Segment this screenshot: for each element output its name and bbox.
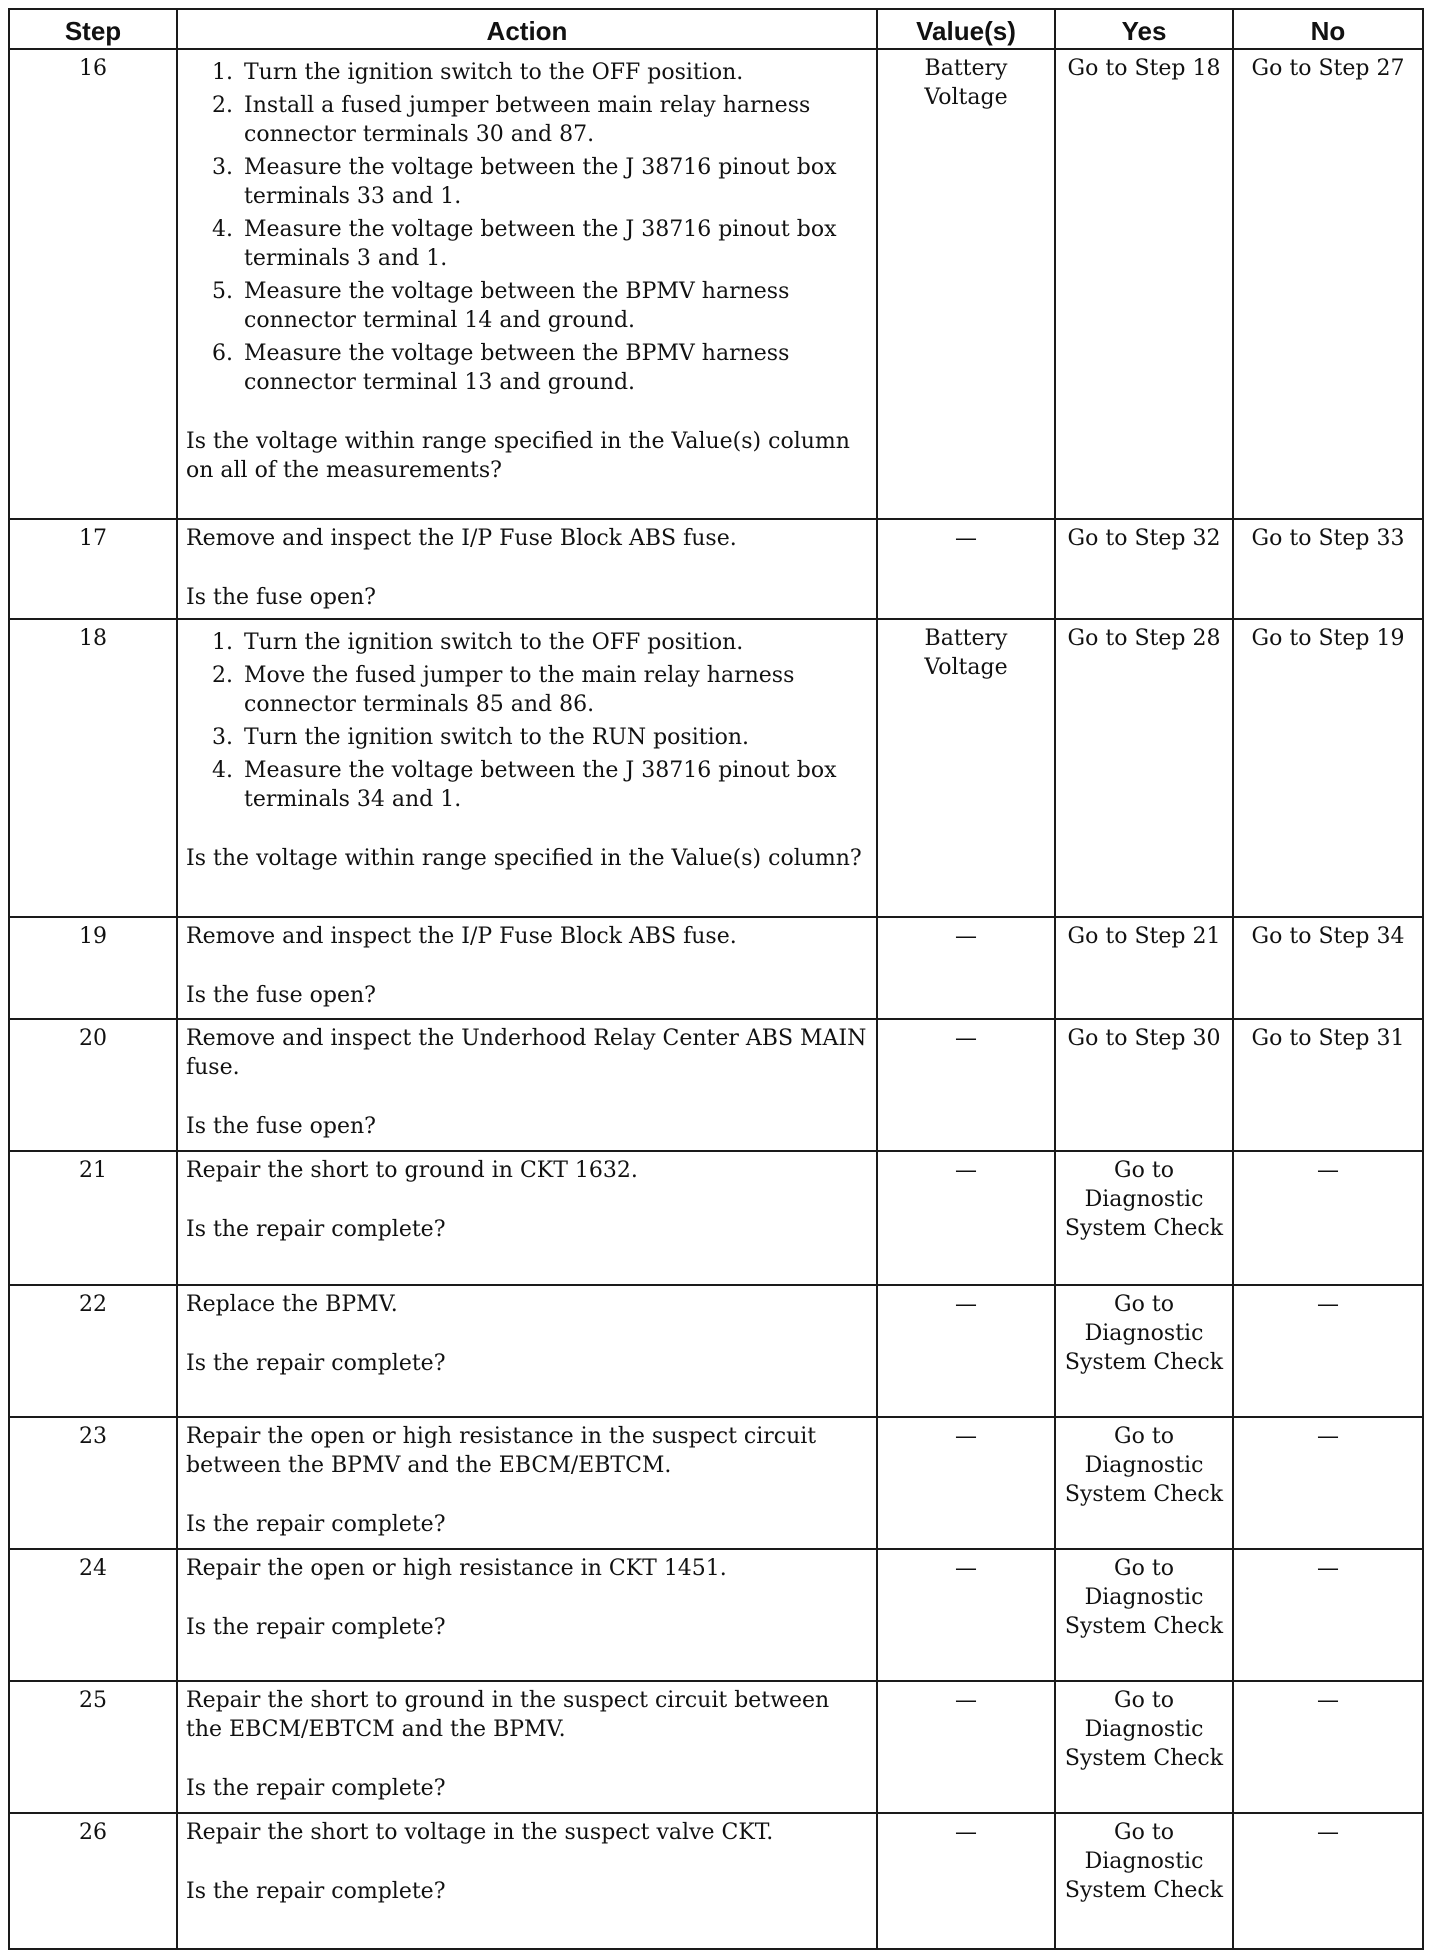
action-steps-list	[186, 628, 868, 814]
action-step-number: 1.	[212, 60, 233, 85]
action-cell	[177, 619, 877, 917]
step-number: 21	[9, 1151, 177, 1285]
action-step-item	[212, 628, 868, 657]
action-question: Is the repair complete?	[186, 1615, 446, 1640]
action-instruction: Repair the open or high resistance in the suspect circuit between the BPMV and the EBCM/EBTCM.	[186, 1424, 817, 1478]
header-action: Action	[177, 9, 877, 49]
no-cell: Go to Step 34	[1233, 917, 1423, 1019]
action-step-number: 6.	[212, 341, 233, 366]
yes-cell: Go to Step 21	[1055, 917, 1233, 1019]
action-step-text: Install a fused jumper between main relay harness connector terminals 30 and 87.	[244, 93, 811, 147]
table-row	[9, 1549, 1423, 1681]
table-row	[9, 49, 1423, 519]
action-question: Is the repair complete?	[186, 1512, 446, 1537]
action-step-text: Measure the voltage between the J 38716 pinout box terminals 3 and 1.	[244, 217, 837, 271]
table-row	[9, 917, 1423, 1019]
table-row	[9, 519, 1423, 619]
action-step-item	[212, 661, 868, 719]
table-row	[9, 619, 1423, 917]
value-cell: Battery Voltage	[877, 49, 1055, 519]
action-cell	[177, 1417, 877, 1549]
action-step-item	[212, 339, 868, 397]
action-instruction: Replace the BPMV.	[186, 1292, 398, 1317]
no-cell: —	[1233, 1417, 1423, 1549]
value-cell: —	[877, 917, 1055, 1019]
action-step-text: Turn the ignition switch to the OFF position.	[244, 630, 744, 655]
yes-cell: Go to Diagnostic System Check	[1055, 1813, 1233, 1949]
no-cell: Go to Step 27	[1233, 49, 1423, 519]
action-cell	[177, 1681, 877, 1813]
action-question: Is the repair complete?	[186, 1776, 446, 1801]
yes-cell: Go to Diagnostic System Check	[1055, 1549, 1233, 1681]
diagnostic-table	[8, 8, 1424, 1950]
action-step-number: 2.	[212, 93, 233, 118]
value-cell: Battery Voltage	[877, 619, 1055, 917]
no-cell: Go to Step 19	[1233, 619, 1423, 917]
action-instruction: Remove and inspect the I/P Fuse Block ABS fuse.	[186, 526, 737, 551]
action-question: Is the fuse open?	[186, 983, 376, 1008]
action-step-text: Turn the ignition switch to the OFF position.	[244, 60, 744, 85]
no-cell: —	[1233, 1151, 1423, 1285]
header-no: No	[1233, 9, 1423, 49]
value-cell: —	[877, 519, 1055, 619]
action-instruction: Remove and inspect the I/P Fuse Block ABS fuse.	[186, 924, 737, 949]
no-cell: —	[1233, 1681, 1423, 1813]
table-row	[9, 1417, 1423, 1549]
header-step: Step	[9, 9, 177, 49]
header-values: Value(s)	[877, 9, 1055, 49]
action-cell	[177, 49, 877, 519]
value-cell: —	[877, 1019, 1055, 1151]
action-step-number: 2.	[212, 663, 233, 688]
action-step-number: 3.	[212, 155, 233, 180]
action-cell	[177, 1813, 877, 1949]
action-step-item	[212, 756, 868, 814]
no-cell: —	[1233, 1549, 1423, 1681]
step-number: 24	[9, 1549, 177, 1681]
header-row	[9, 9, 1423, 49]
action-step-number: 3.	[212, 725, 233, 750]
yes-cell: Go to Step 30	[1055, 1019, 1233, 1151]
action-question: Is the voltage within range specified in the Value(s) column?	[186, 846, 862, 871]
action-question: Is the fuse open?	[186, 585, 376, 610]
yes-cell: Go to Diagnostic System Check	[1055, 1285, 1233, 1417]
action-cell	[177, 1019, 877, 1151]
action-instruction: Repair the short to voltage in the suspect valve CKT.	[186, 1820, 774, 1845]
action-step-text: Measure the voltage between the J 38716 pinout box terminals 34 and 1.	[244, 758, 837, 812]
no-cell: —	[1233, 1285, 1423, 1417]
table-row	[9, 1019, 1423, 1151]
yes-cell: Go to Step 28	[1055, 619, 1233, 917]
action-question: Is the repair complete?	[186, 1351, 446, 1376]
yes-cell: Go to Step 18	[1055, 49, 1233, 519]
action-instruction: Repair the open or high resistance in CKT 1451.	[186, 1556, 727, 1581]
action-step-item	[212, 58, 868, 87]
action-question: Is the fuse open?	[186, 1114, 376, 1139]
step-number: 26	[9, 1813, 177, 1949]
action-cell	[177, 917, 877, 1019]
action-step-item	[212, 215, 868, 273]
step-number: 20	[9, 1019, 177, 1151]
header-yes: Yes	[1055, 9, 1233, 49]
action-instruction: Repair the short to ground in CKT 1632.	[186, 1158, 638, 1183]
table-row	[9, 1681, 1423, 1813]
action-step-number: 1.	[212, 630, 233, 655]
action-step-number: 4.	[212, 758, 233, 783]
action-instruction: Remove and inspect the Underhood Relay Center ABS MAIN fuse.	[186, 1026, 867, 1080]
action-step-text: Measure the voltage between the BPMV harness connector terminal 13 and ground.	[244, 341, 790, 395]
action-cell	[177, 519, 877, 619]
action-step-text: Measure the voltage between the J 38716 pinout box terminals 33 and 1.	[244, 155, 837, 209]
action-step-item	[212, 723, 868, 752]
step-number: 19	[9, 917, 177, 1019]
no-cell: Go to Step 33	[1233, 519, 1423, 619]
action-steps-list	[186, 58, 868, 397]
yes-cell: Go to Step 32	[1055, 519, 1233, 619]
value-cell: —	[877, 1151, 1055, 1285]
value-cell: —	[877, 1549, 1055, 1681]
action-question: Is the voltage within range specified in the Value(s) column on all of the measurements?	[186, 429, 850, 483]
action-step-item	[212, 91, 868, 149]
action-step-number: 4.	[212, 217, 233, 242]
value-cell: —	[877, 1417, 1055, 1549]
action-step-item	[212, 153, 868, 211]
action-cell	[177, 1151, 877, 1285]
no-cell: —	[1233, 1813, 1423, 1949]
action-step-text: Measure the voltage between the BPMV harness connector terminal 14 and ground.	[244, 279, 790, 333]
yes-cell: Go to Diagnostic System Check	[1055, 1417, 1233, 1549]
yes-cell: Go to Diagnostic System Check	[1055, 1681, 1233, 1813]
no-cell: Go to Step 31	[1233, 1019, 1423, 1151]
table-row	[9, 1285, 1423, 1417]
step-number: 17	[9, 519, 177, 619]
action-step-text: Turn the ignition switch to the RUN position.	[244, 725, 750, 750]
action-step-text: Move the fused jumper to the main relay harness connector terminals 85 and 86.	[244, 663, 795, 717]
table-row	[9, 1151, 1423, 1285]
step-number: 22	[9, 1285, 177, 1417]
step-number: 16	[9, 49, 177, 519]
action-step-item	[212, 277, 868, 335]
yes-cell: Go to Diagnostic System Check	[1055, 1151, 1233, 1285]
value-cell: —	[877, 1285, 1055, 1417]
step-number: 23	[9, 1417, 177, 1549]
action-step-number: 5.	[212, 279, 233, 304]
step-number: 25	[9, 1681, 177, 1813]
action-cell	[177, 1549, 877, 1681]
action-instruction: Repair the short to ground in the suspect circuit between the EBCM/EBTCM and the BPMV.	[186, 1688, 830, 1742]
action-question: Is the repair complete?	[186, 1217, 446, 1242]
value-cell: —	[877, 1681, 1055, 1813]
value-cell: —	[877, 1813, 1055, 1949]
table-row	[9, 1813, 1423, 1949]
table-body	[9, 49, 1423, 1949]
action-question: Is the repair complete?	[186, 1879, 446, 1904]
action-cell	[177, 1285, 877, 1417]
step-number: 18	[9, 619, 177, 917]
